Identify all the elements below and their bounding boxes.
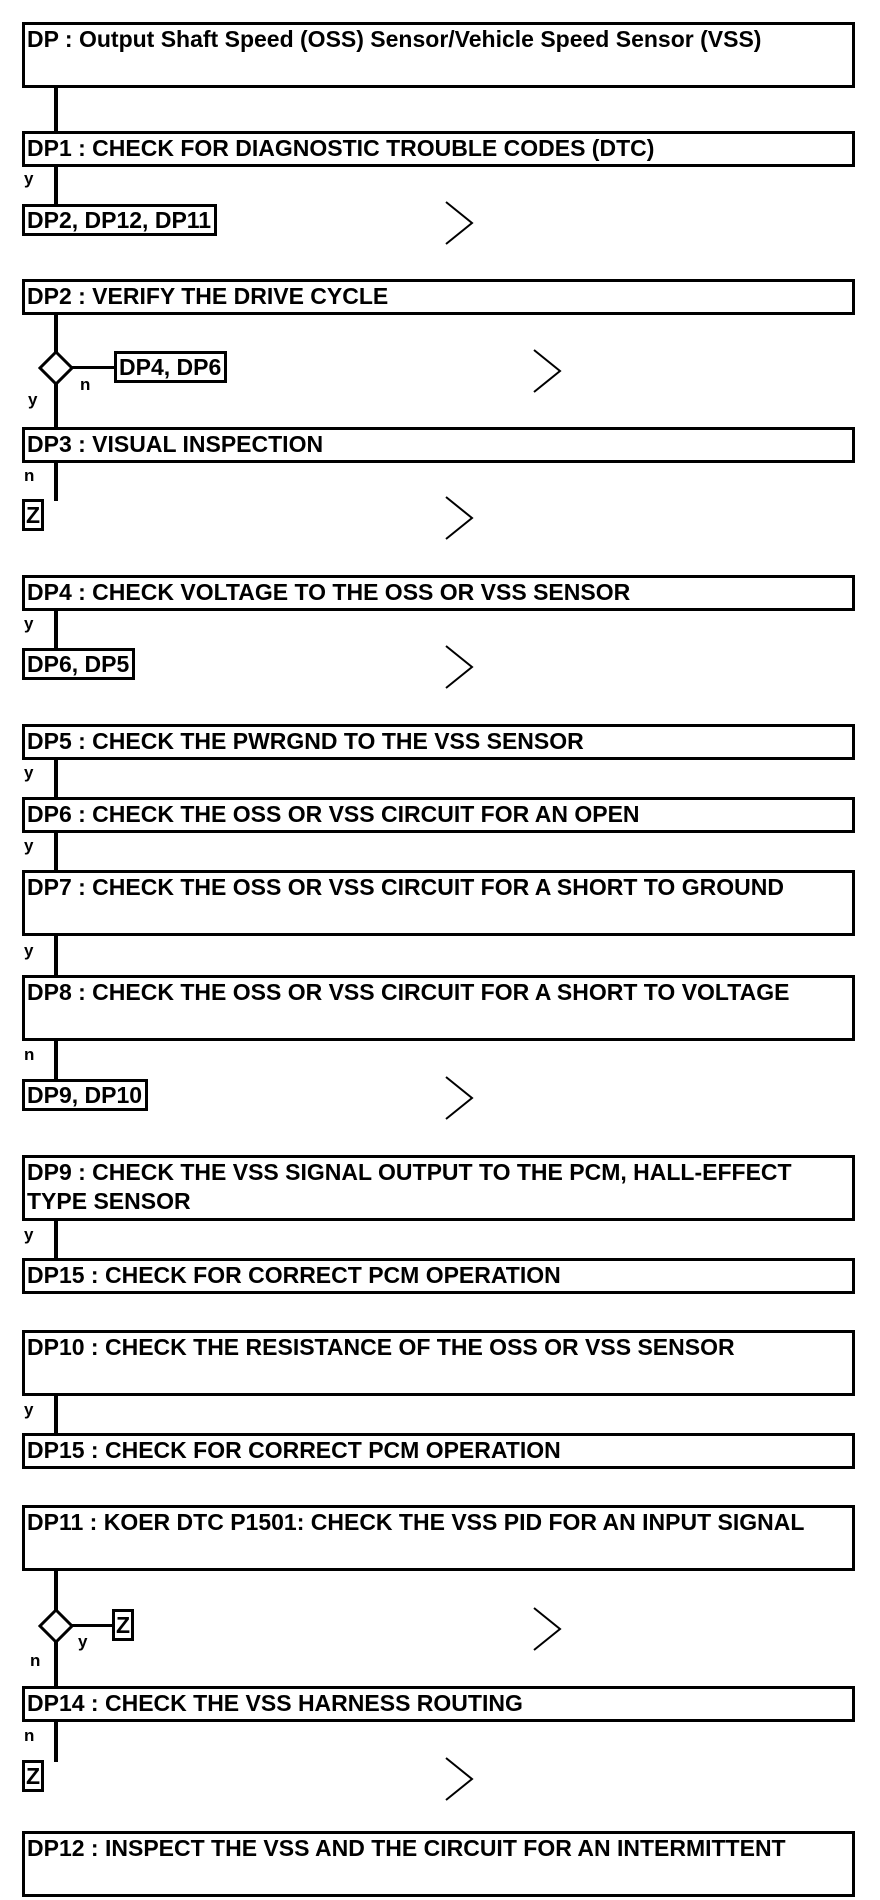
branch-label-no: n bbox=[24, 1726, 35, 1745]
box-dp6: DP6 : CHECK THE OSS OR VSS CIRCUIT FOR AN OPEN bbox=[22, 797, 855, 833]
link-dp3-end[interactable]: Z bbox=[22, 499, 44, 531]
branch-label-yes: y bbox=[24, 763, 34, 782]
branch-label-no: n bbox=[30, 1651, 41, 1670]
box-dp8: DP8 : CHECK THE OSS OR VSS CIRCUIT FOR A SHORT TO VOLTAGE bbox=[22, 975, 855, 1041]
connector bbox=[72, 366, 116, 369]
diamond-icon bbox=[38, 1608, 74, 1644]
connector bbox=[54, 88, 58, 132]
chevron-right-icon[interactable] bbox=[440, 1073, 480, 1123]
connector bbox=[54, 1396, 58, 1436]
box-dp7: DP7 : CHECK THE OSS OR VSS CIRCUIT FOR A SHORT TO GROUND bbox=[22, 870, 855, 936]
connector bbox=[54, 167, 58, 205]
box-dp15: DP15 : CHECK FOR CORRECT PCM OPERATION bbox=[22, 1433, 855, 1469]
chevron-right-icon[interactable] bbox=[440, 493, 480, 543]
connector bbox=[54, 1221, 58, 1261]
link-dp14-end[interactable]: Z bbox=[22, 1760, 44, 1792]
chevron-right-icon[interactable] bbox=[440, 198, 480, 248]
link-dp11-yes[interactable]: Z bbox=[112, 1609, 134, 1641]
box-dp9: DP9 : CHECK THE VSS SIGNAL OUTPUT TO THE PCM, HALL-EFFECT TYPE SENSOR bbox=[22, 1155, 855, 1221]
box-dp11: DP11 : KOER DTC P1501: CHECK THE VSS PID FOR AN INPUT SIGNAL bbox=[22, 1505, 855, 1571]
branch-label-yes: y bbox=[28, 390, 38, 409]
connector bbox=[54, 760, 58, 798]
chevron-right-icon[interactable] bbox=[440, 1754, 480, 1804]
chevron-right-icon[interactable] bbox=[440, 642, 480, 692]
branch-label-yes: y bbox=[24, 1400, 34, 1419]
box-dp10: DP10 : CHECK THE RESISTANCE OF THE OSS OR VSS SENSOR bbox=[22, 1330, 855, 1396]
box-dp14: DP14 : CHECK THE VSS HARNESS ROUTING bbox=[22, 1686, 855, 1722]
connector bbox=[54, 936, 58, 980]
connector bbox=[54, 463, 58, 501]
chevron-right-icon[interactable] bbox=[528, 1604, 568, 1654]
branch-label-no: n bbox=[80, 375, 91, 394]
link-dp8-next[interactable]: DP9, DP10 bbox=[22, 1079, 148, 1111]
link-dp1-next[interactable]: DP2, DP12, DP11 bbox=[22, 204, 217, 236]
box-dp12: DP12 : INSPECT THE VSS AND THE CIRCUIT FOR AN INTERMITTENT bbox=[22, 1831, 855, 1897]
chevron-right-icon[interactable] bbox=[528, 346, 568, 396]
box-dp1: DP1 : CHECK FOR DIAGNOSTIC TROUBLE CODES (DTC) bbox=[22, 131, 855, 167]
connector bbox=[54, 1041, 58, 1081]
branch-label-no: n bbox=[24, 1045, 35, 1064]
branch-label-no: n bbox=[24, 466, 35, 485]
branch-label-yes: y bbox=[78, 1632, 88, 1651]
connector bbox=[72, 1624, 114, 1627]
diamond-icon bbox=[38, 350, 74, 386]
branch-label-yes: y bbox=[24, 169, 34, 188]
box-dp4: DP4 : CHECK VOLTAGE TO THE OSS OR VSS SENSOR bbox=[22, 575, 855, 611]
link-dp2-no[interactable]: DP4, DP6 bbox=[114, 351, 227, 383]
link-dp4-next[interactable]: DP6, DP5 bbox=[22, 648, 135, 680]
branch-label-yes: y bbox=[24, 836, 34, 855]
connector bbox=[54, 611, 58, 649]
connector bbox=[54, 1722, 58, 1762]
branch-label-yes: y bbox=[24, 941, 34, 960]
branch-label-yes: y bbox=[24, 1225, 34, 1244]
box-dp2: DP2 : VERIFY THE DRIVE CYCLE bbox=[22, 279, 855, 315]
box-dp3: DP3 : VISUAL INSPECTION bbox=[22, 427, 855, 463]
box-dp15: DP15 : CHECK FOR CORRECT PCM OPERATION bbox=[22, 1258, 855, 1294]
box-dp-title: DP : Output Shaft Speed (OSS) Sensor/Vehicle Speed Sensor (VSS) bbox=[22, 22, 855, 88]
box-dp5: DP5 : CHECK THE PWRGND TO THE VSS SENSOR bbox=[22, 724, 855, 760]
connector bbox=[54, 833, 58, 871]
branch-label-yes: y bbox=[24, 614, 34, 633]
